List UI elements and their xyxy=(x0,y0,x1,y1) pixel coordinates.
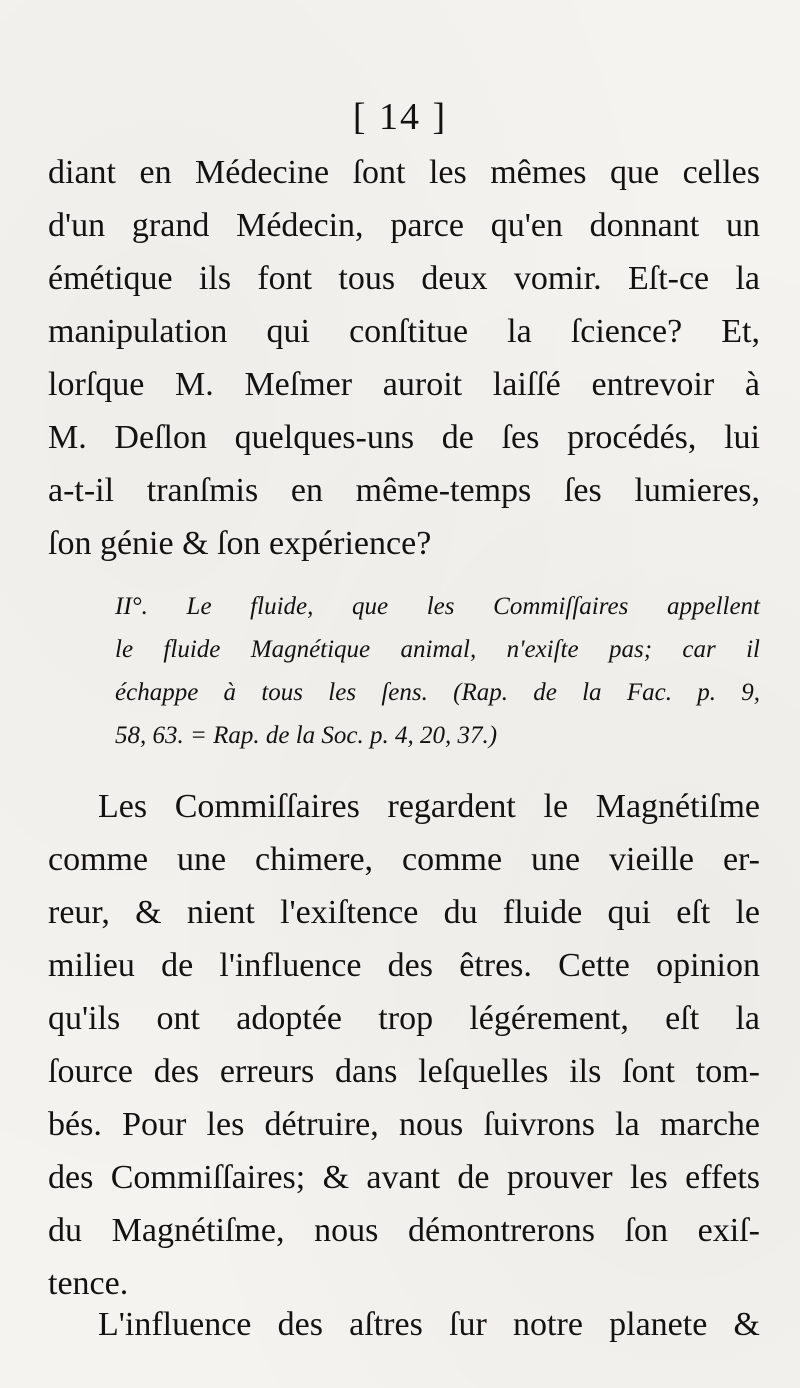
text-line: Les Commiſſaires regardent le Magnétiſme xyxy=(98,788,760,825)
text-line: tence. xyxy=(48,1265,129,1302)
section-heading-quote xyxy=(115,585,760,757)
text-line: ſon génie & ſon expérience? xyxy=(48,525,432,562)
page-number: [ 14 ] xyxy=(352,96,448,138)
text-line: émétique ils font tous deux vomir. Eſt-ce la xyxy=(48,260,760,297)
text-line: des Commiſſaires; & avant de prouver les effets xyxy=(48,1159,760,1196)
quote-line: échappe à tous les ſens. (Rap. de la Fac. p. 9, xyxy=(115,679,760,706)
quote-line: 58, 63. = Rap. de la Soc. p. 4, 20, 37.) xyxy=(115,722,498,749)
paragraph xyxy=(48,1298,760,1351)
text-line: L'influence des aſtres ſur notre planete & xyxy=(98,1306,760,1343)
text-line: milieu de l'influence des êtres. Cette opinion xyxy=(48,947,760,984)
text-line: diant en Médecine ſont les mêmes que celles xyxy=(48,154,760,191)
text-line: lorſque M. Meſmer auroit laiſſé entrevoir à xyxy=(48,366,760,403)
text-line: du Magnétiſme, nous démontrerons ſon exiſ- xyxy=(48,1212,760,1249)
text-line: a-t-il tranſmis en même-temps ſes lumieres, xyxy=(48,472,760,509)
text-line: manipulation qui conſtitue la ſcience? Et, xyxy=(48,313,760,350)
quote-line: le fluide Magnétique animal, n'exiſte pas; car il xyxy=(115,636,760,663)
text-line: qu'ils ont adoptée trop légérement, eſt la xyxy=(48,1000,760,1037)
paragraph-continued xyxy=(48,146,760,570)
text-line: d'un grand Médecin, parce qu'en donnant un xyxy=(48,207,760,244)
paragraph xyxy=(48,780,760,1310)
text-line: reur, & nient l'exiſtence du fluide qui eſt le xyxy=(48,894,760,931)
text-line: ſource des erreurs dans leſquelles ils ſont tom- xyxy=(48,1053,760,1090)
quote-line: II°. Le fluide, que les Commiſſaires appellent xyxy=(115,593,760,620)
text-line: comme une chimere, comme une vieille er- xyxy=(48,841,760,878)
text-line: bés. Pour les détruire, nous ſuivrons la marche xyxy=(48,1106,760,1143)
text-line: M. Deſlon quelques-uns de ſes procédés, lui xyxy=(48,419,760,456)
